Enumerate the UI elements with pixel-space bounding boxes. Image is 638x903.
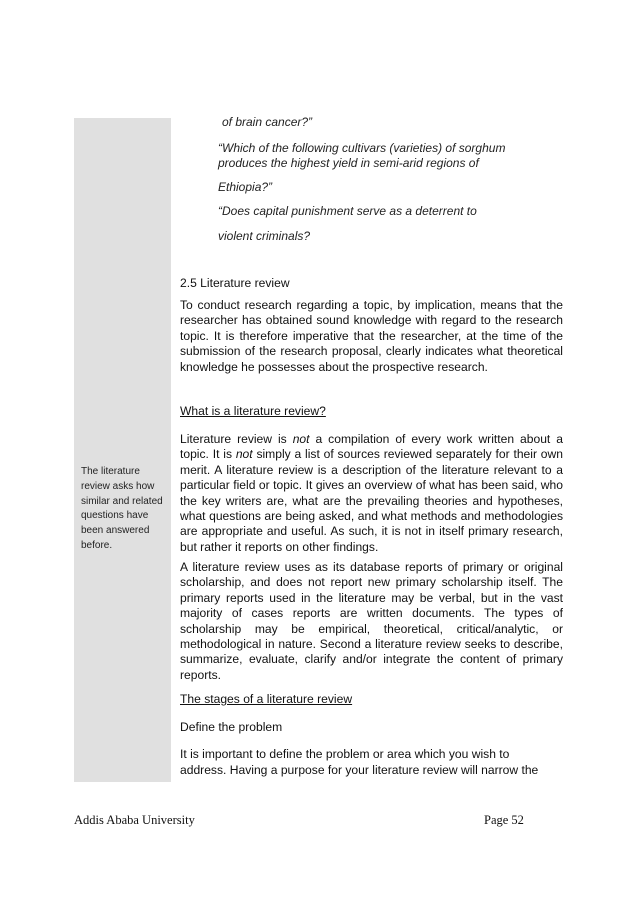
footer-page-number: Page 52 [484,813,524,827]
what-is-heading: What is a literature review? [180,404,326,418]
define-problem-line-2: address. Having a purpose for your literature review will narrow the [180,763,539,777]
define-problem-heading: Define the problem [180,720,283,734]
what-is-paragraph-1: Literature review is not a compilation of every work written about a topic. It is not simply a list of sources reviewed separately for their own merit. A literature review is a description of the literature relevant to a particular field or topic. It gives an overview of what has been said, who the key writers are, what are the prevailing theories and hypotheses, what questions are being asked, and what methods and methodologies are appropriate and useful. As such, it is not in itself primary research, but rather it reports on other findings. [180,432,563,554]
quote-2-line-3: Ethiopia?” [218,180,273,194]
margin-note: The literature review asks how similar and related questions have been answered before. [81,466,163,551]
footer-university: Addis Ababa University [74,813,195,827]
what-is-paragraph-2: A literature review uses as its database reports of primary or original scholarship, and does not report new primary scholarship itself. The primary reports used in the literature may be verbal, but in the vast majority of cases reports are written documents. The types of scholarship may be empirical, theoretical, critical/analytic, or methodological in nature. Second a literature review seeks to describe, summarize, evaluate, clarify and/or integrate the content of primary reports. [180,560,563,682]
stages-heading: The stages of a literature review [180,692,353,706]
quote-3-line-2: violent criminals? [218,229,311,243]
define-problem-line-1: It is important to define the problem or area which you wish to [180,747,510,761]
quote-1-end: of brain cancer?” [222,115,313,129]
quote-3-line-1: “Does capital punishment serve as a deterrent to [218,204,477,218]
section-heading: 2.5 Literature review [180,276,290,290]
quote-2-line-2: produces the highest yield in semi-arid regions of [218,156,479,170]
intro-paragraph: To conduct research regarding a topic, by implication, means that the researcher has obtained sound knowledge with regard to the research topic. It is therefore imperative that the researcher, at the time of the submission of the research proposal, clearly indicates what theoretical knowledge he possesses about the prospective research. [180,298,563,374]
margin-note-panel [74,118,171,782]
quote-2-line-1: “Which of the following cultivars (varieties) of sorghum [218,141,506,155]
